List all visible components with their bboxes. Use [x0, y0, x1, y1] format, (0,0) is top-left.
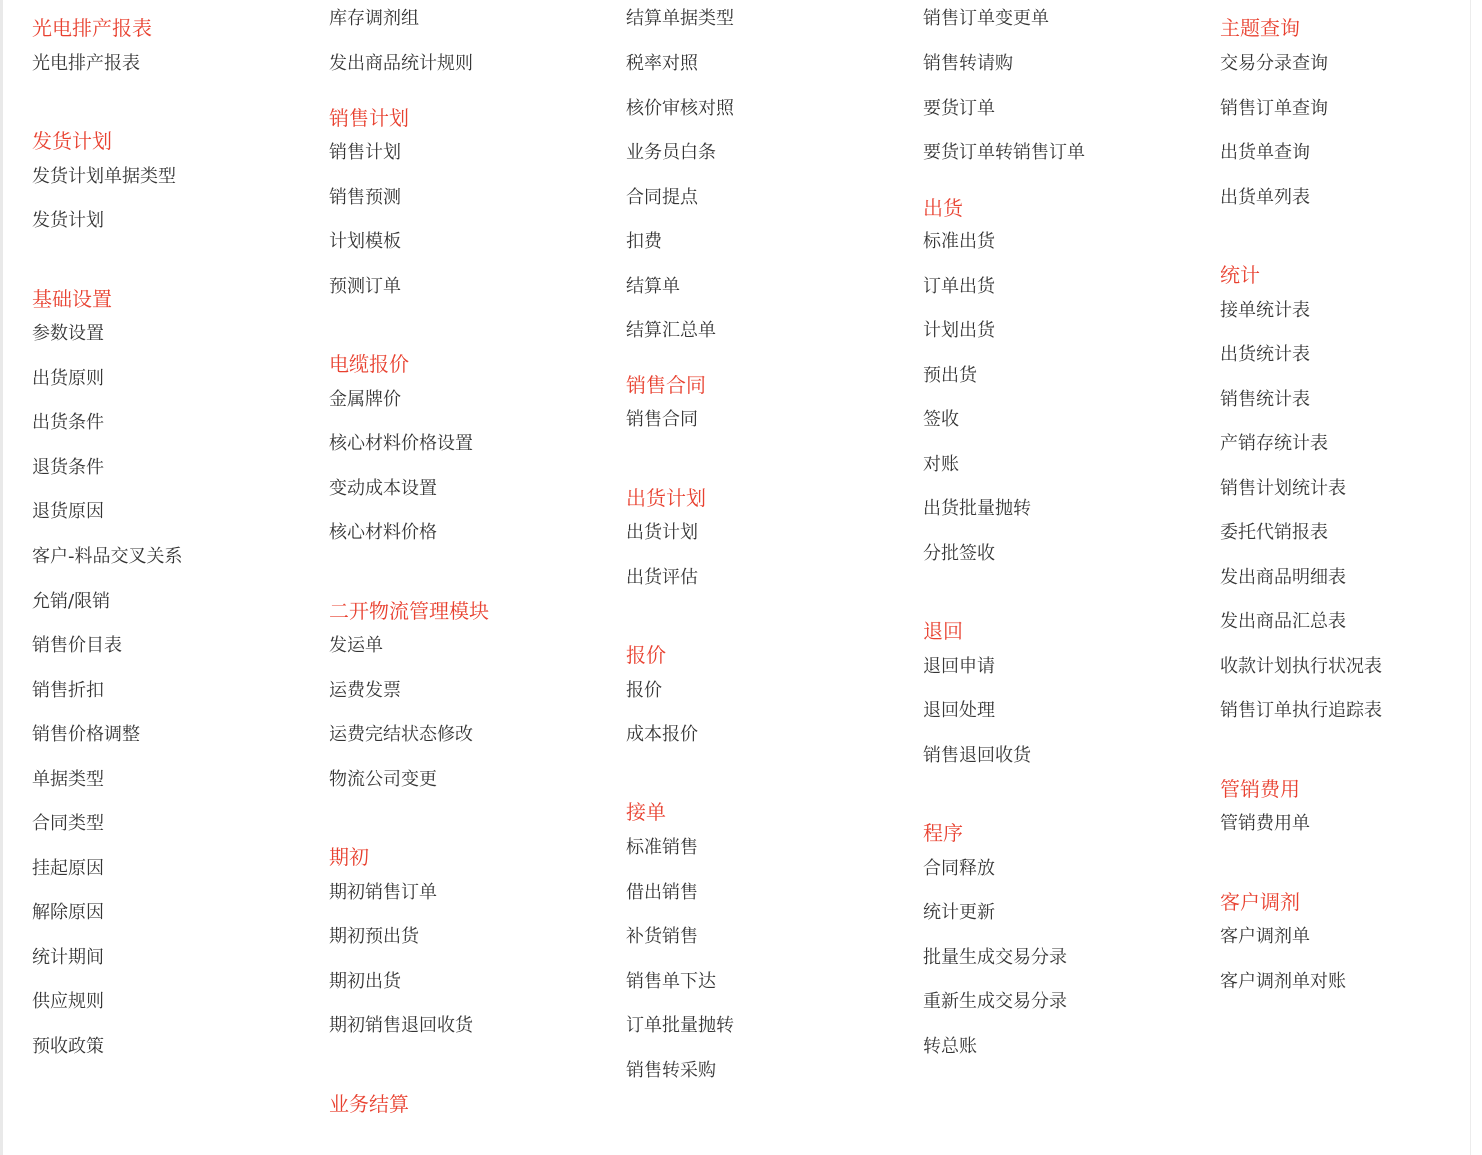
menu-item[interactable]: 收款计划执行状况表: [1220, 656, 1382, 677]
menu-item[interactable]: 预出货: [923, 365, 977, 386]
menu-item[interactable]: 核心材料价格: [329, 522, 437, 543]
menu-item[interactable]: 预收政策: [32, 1036, 104, 1057]
menu-item[interactable]: 计划出货: [923, 320, 995, 341]
menu-item[interactable]: 管销费用单: [1220, 813, 1310, 834]
right-border: [1470, 0, 1471, 1155]
menu-item[interactable]: 销售转请购: [923, 53, 1013, 74]
menu-item[interactable]: 运费发票: [329, 680, 401, 701]
category-title: 光电排产报表: [32, 16, 152, 40]
menu-item[interactable]: 光电排产报表: [32, 53, 140, 74]
menu-item[interactable]: 出货批量抛转: [923, 498, 1031, 519]
menu-item[interactable]: 核价审核对照: [626, 98, 734, 119]
menu-item[interactable]: 发运单: [329, 635, 383, 656]
menu-item[interactable]: 客户调剂单对账: [1220, 971, 1346, 992]
category-title: 出货: [923, 196, 963, 220]
menu-item[interactable]: 物流公司变更: [329, 769, 437, 790]
menu-item[interactable]: 出货单列表: [1220, 187, 1310, 208]
menu-item[interactable]: 委托代销报表: [1220, 522, 1328, 543]
category-title: 接单: [626, 800, 666, 824]
menu-item[interactable]: 发出商品汇总表: [1220, 611, 1346, 632]
menu-item[interactable]: 借出销售: [626, 882, 698, 903]
menu-item[interactable]: 运费完结状态修改: [329, 724, 473, 745]
menu-item[interactable]: 接单统计表: [1220, 300, 1310, 321]
menu-item[interactable]: 变动成本设置: [329, 478, 437, 499]
menu-item[interactable]: 库存调剂组: [329, 8, 419, 29]
menu-item[interactable]: 期初出货: [329, 971, 401, 992]
menu-item[interactable]: 出货统计表: [1220, 344, 1310, 365]
category-title: 业务结算: [329, 1092, 409, 1116]
menu-item[interactable]: 订单批量抛转: [626, 1015, 734, 1036]
menu-item[interactable]: 销售预测: [329, 187, 401, 208]
menu-item[interactable]: 客户调剂单: [1220, 926, 1310, 947]
menu-item[interactable]: 出货单查询: [1220, 142, 1310, 163]
menu-item[interactable]: 统计期间: [32, 947, 104, 968]
menu-item[interactable]: 出货评估: [626, 567, 698, 588]
menu-item[interactable]: 发出商品明细表: [1220, 567, 1346, 588]
menu-item[interactable]: 出货计划: [626, 522, 698, 543]
menu-item[interactable]: 金属牌价: [329, 389, 401, 410]
menu-item[interactable]: 成本报价: [626, 724, 698, 745]
menu-item[interactable]: 出货条件: [32, 412, 104, 433]
menu-item[interactable]: 产销存统计表: [1220, 433, 1328, 454]
menu-item[interactable]: 转总账: [923, 1036, 977, 1057]
menu-item[interactable]: 发出商品统计规则: [329, 53, 473, 74]
menu-item[interactable]: 供应规则: [32, 991, 104, 1012]
menu-item[interactable]: 退回处理: [923, 700, 995, 721]
category-title: 销售合同: [626, 373, 706, 397]
menu-item[interactable]: 销售计划: [329, 142, 401, 163]
category-title: 报价: [626, 643, 666, 667]
menu-item[interactable]: 挂起原因: [32, 858, 104, 879]
menu-item[interactable]: 销售订单查询: [1220, 98, 1328, 119]
menu-item[interactable]: 退回申请: [923, 656, 995, 677]
menu-item[interactable]: 退货原因: [32, 501, 104, 522]
menu-item[interactable]: 发货计划单据类型: [32, 166, 176, 187]
category-title: 退回: [923, 619, 963, 643]
menu-item[interactable]: 销售转采购: [626, 1060, 716, 1081]
menu-item[interactable]: 交易分录查询: [1220, 53, 1328, 74]
menu-item[interactable]: 报价: [626, 680, 662, 701]
category-title: 主题查询: [1220, 16, 1300, 40]
menu-item[interactable]: 期初销售订单: [329, 882, 437, 903]
menu-item[interactable]: 统计更新: [923, 902, 995, 923]
menu-item[interactable]: 要货订单: [923, 98, 995, 119]
menu-item[interactable]: 客户-料品交叉关系: [32, 546, 183, 567]
category-title: 管销费用: [1220, 777, 1300, 801]
menu-item[interactable]: 结算单: [626, 276, 680, 297]
menu-item[interactable]: 期初预出货: [329, 926, 419, 947]
menu-item[interactable]: 销售价格调整: [32, 724, 140, 745]
menu-item[interactable]: 批量生成交易分录: [923, 947, 1067, 968]
menu-item[interactable]: 分批签收: [923, 543, 995, 564]
menu-item[interactable]: 合同提点: [626, 187, 698, 208]
menu-item[interactable]: 核心材料价格设置: [329, 433, 473, 454]
menu-item[interactable]: 结算单据类型: [626, 8, 734, 29]
menu-item[interactable]: 销售价目表: [32, 635, 122, 656]
category-title: 基础设置: [32, 287, 112, 311]
menu-item[interactable]: 合同释放: [923, 858, 995, 879]
menu-item[interactable]: 发货计划: [32, 210, 104, 231]
menu-item[interactable]: 对账: [923, 454, 959, 475]
category-title: 发货计划: [32, 129, 112, 153]
menu-item[interactable]: 销售统计表: [1220, 389, 1310, 410]
menu-item[interactable]: 销售单下达: [626, 971, 716, 992]
menu-item[interactable]: 要货订单转销售订单: [923, 142, 1085, 163]
menu-item[interactable]: 签收: [923, 409, 959, 430]
category-title: 客户调剂: [1220, 890, 1300, 914]
menu-item[interactable]: 期初销售退回收货: [329, 1015, 473, 1036]
menu-item[interactable]: 出货原则: [32, 368, 104, 389]
category-title: 二开物流管理模块: [329, 599, 489, 623]
menu-item[interactable]: 解除原因: [32, 902, 104, 923]
category-title: 出货计划: [626, 486, 706, 510]
menu-item[interactable]: 销售订单执行追踪表: [1220, 700, 1382, 721]
category-title: 期初: [329, 845, 369, 869]
menu-item[interactable]: 销售合同: [626, 409, 698, 430]
menu-item[interactable]: 允销/限销: [32, 591, 111, 612]
category-title: 销售计划: [329, 106, 409, 130]
menu-item[interactable]: 预测订单: [329, 276, 401, 297]
menu-item[interactable]: 销售计划统计表: [1220, 478, 1346, 499]
category-title: 电缆报价: [329, 352, 409, 376]
menu-item[interactable]: 结算汇总单: [626, 320, 716, 341]
menu-item[interactable]: 退货条件: [32, 457, 104, 478]
menu-item[interactable]: 标准出货: [923, 231, 995, 252]
category-title: 程序: [923, 821, 963, 845]
menu-item[interactable]: 合同类型: [32, 813, 104, 834]
menu-item[interactable]: 参数设置: [32, 323, 104, 344]
menu-item[interactable]: 扣费: [626, 231, 662, 252]
menu-item[interactable]: 税率对照: [626, 53, 698, 74]
menu-item[interactable]: 销售退回收货: [923, 745, 1031, 766]
menu-item[interactable]: 标准销售: [626, 837, 698, 858]
menu-item[interactable]: 重新生成交易分录: [923, 991, 1067, 1012]
menu-item[interactable]: 销售折扣: [32, 680, 104, 701]
menu-item[interactable]: 计划模板: [329, 231, 401, 252]
category-title: 统计: [1220, 263, 1260, 287]
menu-item[interactable]: 业务员白条: [626, 142, 716, 163]
menu-item[interactable]: 单据类型: [32, 769, 104, 790]
menu-item[interactable]: 补货销售: [626, 926, 698, 947]
menu-item[interactable]: 销售订单变更单: [923, 8, 1049, 29]
left-border: [0, 0, 3, 1155]
menu-item[interactable]: 订单出货: [923, 276, 995, 297]
